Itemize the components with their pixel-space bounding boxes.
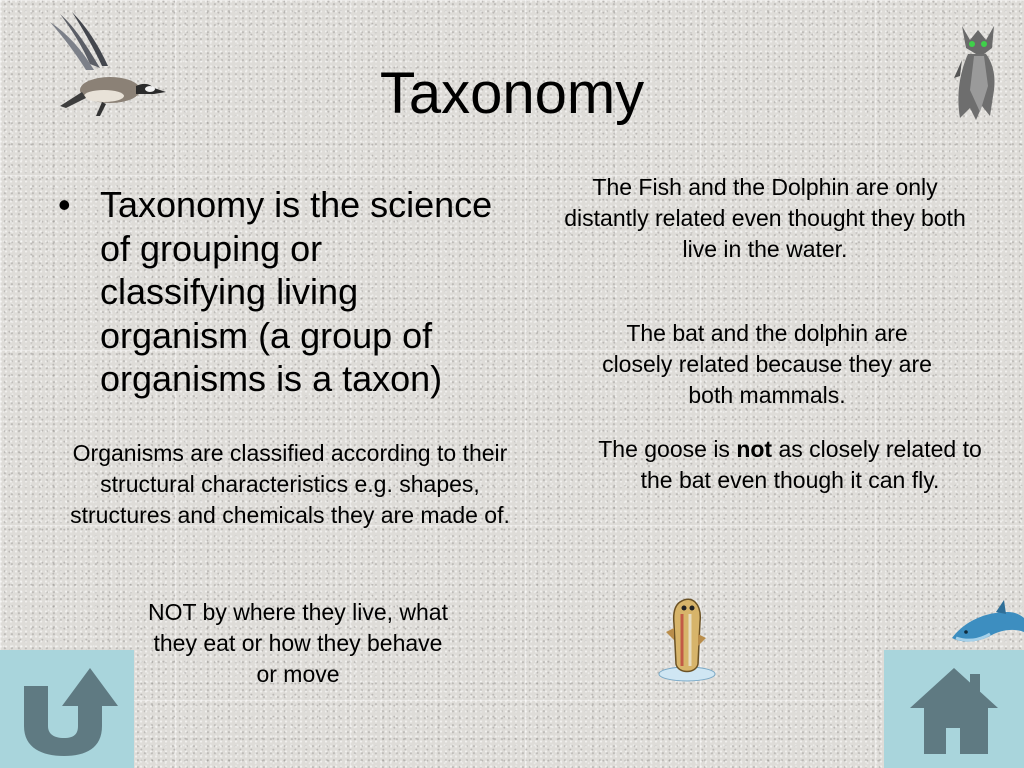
taxonomy-definition-text: Taxonomy is the science of grouping or classifying living organism (a group of organisms is a taxon) [100,184,493,399]
goose-text-start: The goose is [598,436,737,462]
u-turn-arrow-icon [0,650,134,768]
dolphin-icon [950,598,1024,650]
bat-icon [948,20,1014,128]
not-by-habitat-text: NOT by where they live, what they eat or how they behave or move [148,599,448,687]
bullet-marker: • [58,184,71,225]
fish-icon [652,594,722,686]
house-icon [884,650,1024,768]
slide-title: Taxonomy [379,61,645,126]
goose-icon [42,8,172,120]
home-button[interactable] [884,650,1024,768]
taxonomy-definition-bullet [58,183,498,401]
back-button[interactable] [0,650,134,768]
bat-dolphin-text: The bat and the dolphin are closely related because they are both mammals. [602,320,932,408]
goose-text-emphasis: not [736,436,773,462]
goose-bat-text [598,434,982,496]
goose-text-end: as closely related to the bat even though it can fly. [640,436,982,493]
classification-criteria-text: Organisms are classified according to their structural characteristics e.g. shapes, structures and chemicals they are made of. [70,440,510,528]
fish-dolphin-text: The Fish and the Dolphin are only distantly related even thought they both live in the water. [564,174,966,262]
